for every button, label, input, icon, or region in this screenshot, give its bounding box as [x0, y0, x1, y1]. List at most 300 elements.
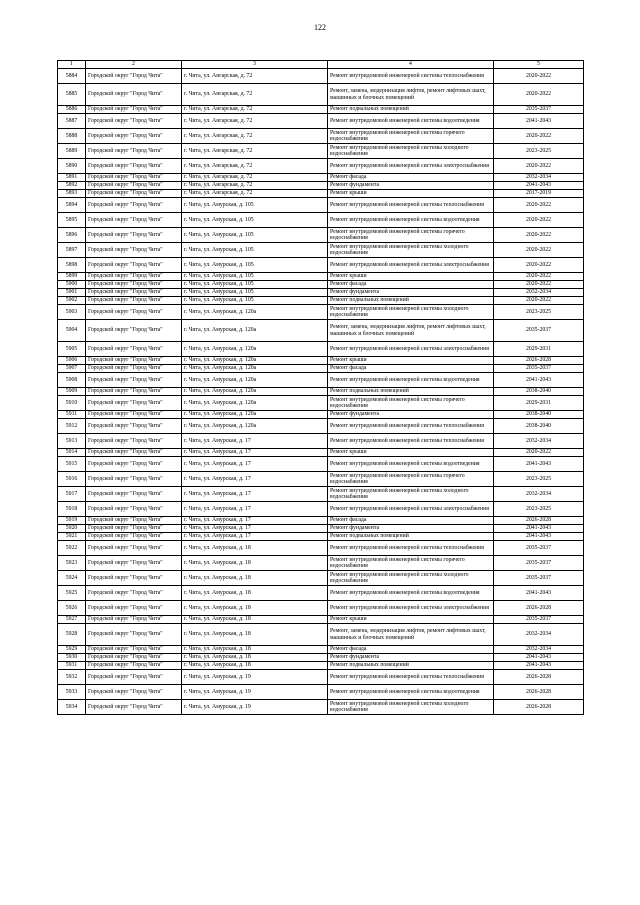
table-row: [58, 258, 584, 273]
work-type-cell: Ремонт подвальных помещений: [328, 662, 494, 670]
address-cell: г. Чита, ул. Амурская, д. 17: [182, 434, 328, 449]
district-cell: Городской округ "Город Чита": [86, 434, 182, 449]
column-header-1: 1: [58, 61, 86, 69]
address-cell: г. Чита, ул. Амурская, д. 120а: [182, 419, 328, 434]
table-row: [58, 273, 584, 281]
address-cell: г. Чита, ул. Амурская, д. 17: [182, 487, 328, 502]
address-cell: г. Чита, ул. Амурская, д. 120а: [182, 396, 328, 411]
row-number-cell: 5933: [58, 685, 86, 700]
address-cell: г. Чита, ул. Амурская, д. 19: [182, 700, 328, 715]
district-cell: Городской округ "Город Чита": [86, 174, 182, 182]
district-cell: Городской округ "Город Чита": [86, 419, 182, 434]
address-cell: г. Чита, ул. Амурская, д. 105: [182, 243, 328, 258]
work-type-cell: Ремонт подвальных помещений: [328, 297, 494, 305]
work-type-cell: Ремонт внутридомовой инженерной системы теплоснабжения: [328, 670, 494, 685]
period-cell: 2020-2022: [494, 449, 584, 457]
period-cell: 2038-2040: [494, 388, 584, 396]
work-type-cell: Ремонт фасада: [328, 365, 494, 373]
row-number-cell: 5902: [58, 297, 86, 305]
column-header-5: 5: [494, 61, 584, 69]
row-number-cell: 5887: [58, 114, 86, 129]
table-row: [58, 174, 584, 182]
table-row: [58, 517, 584, 525]
period-cell: 2032-2034: [494, 174, 584, 182]
period-cell: 2041-2043: [494, 457, 584, 472]
address-cell: г. Чита, ул. Ангарская, д. 72: [182, 106, 328, 114]
table-row: [58, 320, 584, 342]
district-cell: Городской округ "Город Чита": [86, 616, 182, 624]
address-cell: г. Чита, ул. Ангарская, д. 72: [182, 84, 328, 106]
table-row: [58, 685, 584, 700]
district-cell: Городской округ "Город Чита": [86, 305, 182, 320]
repair-schedule-table: [57, 60, 584, 715]
work-type-cell: Ремонт фундамента: [328, 411, 494, 419]
period-cell: 2023-2025: [494, 305, 584, 320]
address-cell: г. Чита, ул. Амурская, д. 17: [182, 533, 328, 541]
period-cell: 2041-2043: [494, 533, 584, 541]
period-cell: 2020-2022: [494, 258, 584, 273]
row-number-cell: 5908: [58, 373, 86, 388]
address-cell: г. Чита, ул. Ангарская, д. 72: [182, 190, 328, 198]
district-cell: Городской округ "Город Чита": [86, 320, 182, 342]
district-cell: Городской округ "Город Чита": [86, 281, 182, 289]
period-cell: 2020-2022: [494, 281, 584, 289]
table-row: [58, 159, 584, 174]
address-cell: г. Чита, ул. Амурская, д. 18: [182, 571, 328, 586]
table-row: [58, 662, 584, 670]
row-number-cell: 5930: [58, 654, 86, 662]
period-cell: 2041-2043: [494, 182, 584, 190]
work-type-cell: Ремонт внутридомовой инженерной системы водоотведения: [328, 114, 494, 129]
district-cell: Городской округ "Город Чита": [86, 646, 182, 654]
period-cell: 2032-2034: [494, 289, 584, 297]
table-row: [58, 487, 584, 502]
table-row: [58, 700, 584, 715]
row-number-cell: 5911: [58, 411, 86, 419]
work-type-cell: Ремонт крыши: [328, 273, 494, 281]
table-row: [58, 388, 584, 396]
table-row: [58, 525, 584, 533]
address-cell: г. Чита, ул. Амурская, д. 18: [182, 616, 328, 624]
work-type-cell: Ремонт внутридомовой инженерной системы холодного водоснабжения: [328, 144, 494, 159]
district-cell: Городской округ "Город Чита": [86, 541, 182, 556]
period-cell: 2026-2028: [494, 670, 584, 685]
district-cell: Городской округ "Город Чита": [86, 654, 182, 662]
work-type-cell: Ремонт внутридомовой инженерной системы теплоснабжения: [328, 69, 494, 84]
row-number-cell: 5900: [58, 281, 86, 289]
row-number-cell: 5891: [58, 174, 86, 182]
period-cell: 2029-2031: [494, 342, 584, 357]
district-cell: Городской округ "Город Чита": [86, 457, 182, 472]
period-cell: 2020-2022: [494, 84, 584, 106]
address-cell: г. Чита, ул. Ангарская, д. 72: [182, 144, 328, 159]
work-type-cell: Ремонт фасада: [328, 281, 494, 289]
table-row: [58, 419, 584, 434]
work-type-cell: Ремонт крыши: [328, 616, 494, 624]
period-cell: 2038-2040: [494, 411, 584, 419]
address-cell: г. Чита, ул. Амурская, д. 18: [182, 541, 328, 556]
row-number-cell: 5890: [58, 159, 86, 174]
table-body: [58, 69, 584, 715]
work-type-cell: Ремонт крыши: [328, 190, 494, 198]
row-number-cell: 5899: [58, 273, 86, 281]
address-cell: г. Чита, ул. Амурская, д. 120а: [182, 342, 328, 357]
district-cell: Городской округ "Город Чита": [86, 517, 182, 525]
period-cell: 2026-2028: [494, 517, 584, 525]
work-type-cell: Ремонт внутридомовой инженерной системы горячего водоснабжения: [328, 472, 494, 487]
period-cell: 2029-2031: [494, 396, 584, 411]
period-cell: 2041-2043: [494, 373, 584, 388]
district-cell: Городской округ "Город Чита": [86, 396, 182, 411]
district-cell: Городской округ "Город Чита": [86, 586, 182, 601]
address-cell: г. Чита, ул. Амурская, д. 18: [182, 601, 328, 616]
period-cell: 2032-2034: [494, 434, 584, 449]
district-cell: Городской округ "Город Чита": [86, 228, 182, 243]
row-number-cell: 5926: [58, 601, 86, 616]
address-cell: г. Чита, ул. Амурская, д. 18: [182, 662, 328, 670]
period-cell: 2026-2028: [494, 685, 584, 700]
row-number-cell: 5920: [58, 525, 86, 533]
table-row: [58, 228, 584, 243]
period-cell: 2020-2022: [494, 273, 584, 281]
table-row: [58, 365, 584, 373]
table-row: [58, 533, 584, 541]
district-cell: Городской округ "Город Чита": [86, 144, 182, 159]
period-cell: 2032-2034: [494, 624, 584, 646]
address-cell: г. Чита, ул. Амурская, д. 18: [182, 624, 328, 646]
work-type-cell: Ремонт, замена, модернизация лифтов, ремонт лифтовых шахт, машинных и блочных помещений: [328, 84, 494, 106]
work-type-cell: Ремонт внутридомовой инженерной системы водоотведения: [328, 685, 494, 700]
table-row: [58, 624, 584, 646]
work-type-cell: Ремонт внутридомовой инженерной системы холодного водоснабжения: [328, 243, 494, 258]
table-row: [58, 182, 584, 190]
table-row: [58, 654, 584, 662]
column-header-3: 3: [182, 61, 328, 69]
district-cell: Городской округ "Город Чита": [86, 624, 182, 646]
district-cell: Городской округ "Город Чита": [86, 411, 182, 419]
address-cell: г. Чита, ул. Амурская, д. 105: [182, 281, 328, 289]
district-cell: Городской округ "Город Чита": [86, 472, 182, 487]
period-cell: 2035-2037: [494, 616, 584, 624]
row-number-cell: 5895: [58, 213, 86, 228]
row-number-cell: 5889: [58, 144, 86, 159]
work-type-cell: Ремонт внутридомовой инженерной системы горячего водоснабжения: [328, 228, 494, 243]
work-type-cell: Ремонт внутридомовой инженерной системы горячего водоснабжения: [328, 556, 494, 571]
period-cell: 2035-2037: [494, 365, 584, 373]
work-type-cell: Ремонт, замена, модернизация лифтов, ремонт лифтовых шахт, машинных и блочных помещений: [328, 624, 494, 646]
period-cell: 2020-2022: [494, 243, 584, 258]
row-number-cell: 5921: [58, 533, 86, 541]
work-type-cell: Ремонт фасада: [328, 174, 494, 182]
period-cell: 2023-2025: [494, 472, 584, 487]
period-cell: 2023-2025: [494, 144, 584, 159]
work-type-cell: Ремонт фасада: [328, 517, 494, 525]
row-number-cell: 5923: [58, 556, 86, 571]
district-cell: Городской округ "Город Чита": [86, 114, 182, 129]
district-cell: Городской округ "Город Чита": [86, 258, 182, 273]
row-number-cell: 5906: [58, 357, 86, 365]
work-type-cell: Ремонт фундамента: [328, 182, 494, 190]
work-type-cell: Ремонт внутридомовой инженерной системы электроснабжения: [328, 258, 494, 273]
district-cell: Городской округ "Город Чита": [86, 388, 182, 396]
district-cell: Городской округ "Город Чита": [86, 685, 182, 700]
period-cell: 2032-2034: [494, 487, 584, 502]
address-cell: г. Чита, ул. Амурская, д. 120а: [182, 411, 328, 419]
district-cell: Городской округ "Город Чита": [86, 601, 182, 616]
address-cell: г. Чита, ул. Амурская, д. 19: [182, 670, 328, 685]
district-cell: Городской округ "Город Чита": [86, 273, 182, 281]
table-row: [58, 373, 584, 388]
table-row: [58, 84, 584, 106]
row-number-cell: 5909: [58, 388, 86, 396]
period-cell: 2035-2037: [494, 320, 584, 342]
period-cell: 2026-2028: [494, 601, 584, 616]
row-number-cell: 5919: [58, 517, 86, 525]
row-number-cell: 5918: [58, 502, 86, 517]
table-row: [58, 601, 584, 616]
period-cell: 2035-2037: [494, 541, 584, 556]
row-number-cell: 5914: [58, 449, 86, 457]
table-row: [58, 144, 584, 159]
address-cell: г. Чита, ул. Амурская, д. 18: [182, 556, 328, 571]
row-number-cell: 5925: [58, 586, 86, 601]
work-type-cell: Ремонт внутридомовой инженерной системы холодного водоснабжения: [328, 571, 494, 586]
district-cell: Городской округ "Город Чита": [86, 243, 182, 258]
work-type-cell: Ремонт крыши: [328, 449, 494, 457]
address-cell: г. Чита, ул. Амурская, д. 120а: [182, 320, 328, 342]
work-type-cell: Ремонт фундамента: [328, 654, 494, 662]
table-header: [58, 61, 584, 69]
row-number-cell: 5884: [58, 69, 86, 84]
district-cell: Городской округ "Город Чита": [86, 556, 182, 571]
period-cell: 2035-2037: [494, 556, 584, 571]
address-cell: г. Чита, ул. Амурская, д. 120а: [182, 388, 328, 396]
district-cell: Городской округ "Город Чита": [86, 106, 182, 114]
address-cell: г. Чита, ул. Амурская, д. 17: [182, 472, 328, 487]
table-row: [58, 106, 584, 114]
table-row: [58, 357, 584, 365]
address-cell: г. Чита, ул. Амурская, д. 105: [182, 289, 328, 297]
address-cell: г. Чита, ул. Амурская, д. 105: [182, 258, 328, 273]
address-cell: г. Чита, ул. Амурская, д. 120а: [182, 365, 328, 373]
district-cell: Городской округ "Город Чита": [86, 365, 182, 373]
row-number-cell: 5893: [58, 190, 86, 198]
address-cell: г. Чита, ул. Амурская, д. 105: [182, 213, 328, 228]
district-cell: Городской округ "Город Чита": [86, 198, 182, 213]
period-cell: 2023-2025: [494, 502, 584, 517]
period-cell: 2038-2040: [494, 419, 584, 434]
address-cell: г. Чита, ул. Амурская, д. 17: [182, 517, 328, 525]
table-row: [58, 305, 584, 320]
address-cell: г. Чита, ул. Ангарская, д. 72: [182, 69, 328, 84]
address-cell: г. Чита, ул. Амурская, д. 17: [182, 502, 328, 517]
work-type-cell: Ремонт внутридомовой инженерной системы холодного водоснабжения: [328, 700, 494, 715]
table-row: [58, 69, 584, 84]
district-cell: Городской округ "Город Чита": [86, 213, 182, 228]
address-cell: г. Чита, ул. Амурская, д. 18: [182, 654, 328, 662]
period-cell: 2035-2037: [494, 106, 584, 114]
address-cell: г. Чита, ул. Амурская, д. 105: [182, 228, 328, 243]
address-cell: г. Чита, ул. Амурская, д. 120а: [182, 373, 328, 388]
table-row: [58, 586, 584, 601]
table-row: [58, 243, 584, 258]
row-number-cell: 5915: [58, 457, 86, 472]
address-cell: г. Чита, ул. Амурская, д. 17: [182, 457, 328, 472]
table-row: [58, 434, 584, 449]
row-number-cell: 5904: [58, 320, 86, 342]
district-cell: Городской округ "Город Чита": [86, 533, 182, 541]
district-cell: Городской округ "Город Чита": [86, 700, 182, 715]
table-row: [58, 571, 584, 586]
row-number-cell: 5903: [58, 305, 86, 320]
district-cell: Городской округ "Город Чита": [86, 190, 182, 198]
address-cell: г. Чита, ул. Амурская, д. 19: [182, 685, 328, 700]
work-type-cell: Ремонт, замена, модернизация лифтов, ремонт лифтовых шахт, машинных и блочных помещений: [328, 320, 494, 342]
row-number-cell: 5896: [58, 228, 86, 243]
work-type-cell: Ремонт внутридомовой инженерной системы водоотведения: [328, 373, 494, 388]
row-number-cell: 5892: [58, 182, 86, 190]
period-cell: 2041-2043: [494, 662, 584, 670]
table-row: [58, 198, 584, 213]
district-cell: Городской округ "Город Чита": [86, 129, 182, 144]
address-cell: г. Чита, ул. Ангарская, д. 72: [182, 159, 328, 174]
district-cell: Городской округ "Город Чита": [86, 159, 182, 174]
address-cell: г. Чита, ул. Амурская, д. 105: [182, 198, 328, 213]
period-cell: 2041-2043: [494, 654, 584, 662]
table-row: [58, 114, 584, 129]
address-cell: г. Чита, ул. Ангарская, д. 72: [182, 114, 328, 129]
row-number-cell: 5897: [58, 243, 86, 258]
row-number-cell: 5929: [58, 646, 86, 654]
row-number-cell: 5888: [58, 129, 86, 144]
address-cell: г. Чита, ул. Амурская, д. 120а: [182, 357, 328, 365]
address-cell: г. Чита, ул. Ангарская, д. 72: [182, 174, 328, 182]
row-number-cell: 5924: [58, 571, 86, 586]
column-header-2: 2: [86, 61, 182, 69]
district-cell: Городской округ "Город Чита": [86, 373, 182, 388]
table-row: [58, 411, 584, 419]
table-row: [58, 646, 584, 654]
table-row: [58, 342, 584, 357]
district-cell: Городской округ "Город Чита": [86, 525, 182, 533]
district-cell: Городской округ "Город Чита": [86, 342, 182, 357]
period-cell: 2041-2043: [494, 114, 584, 129]
period-cell: 2020-2022: [494, 228, 584, 243]
column-header-4: 4: [328, 61, 494, 69]
district-cell: Городской округ "Город Чита": [86, 502, 182, 517]
work-type-cell: Ремонт внутридомовой инженерной системы водоотведения: [328, 213, 494, 228]
table-row: [58, 129, 584, 144]
work-type-cell: Ремонт внутридомовой инженерной системы горячего водоснабжения: [328, 396, 494, 411]
row-number-cell: 5910: [58, 396, 86, 411]
period-cell: 2020-2022: [494, 213, 584, 228]
period-cell: 2032-2034: [494, 646, 584, 654]
address-cell: г. Чита, ул. Амурская, д. 18: [182, 586, 328, 601]
row-number-cell: 5913: [58, 434, 86, 449]
district-cell: Городской округ "Город Чита": [86, 297, 182, 305]
address-cell: г. Чита, ул. Амурская, д. 18: [182, 646, 328, 654]
district-cell: Городской округ "Город Чита": [86, 487, 182, 502]
row-number-cell: 5922: [58, 541, 86, 556]
period-cell: 2041-2043: [494, 586, 584, 601]
work-type-cell: Ремонт внутридомовой инженерной системы горячего водоснабжения: [328, 129, 494, 144]
work-type-cell: Ремонт внутридомовой инженерной системы водоотведения: [328, 586, 494, 601]
district-cell: Городской округ "Город Чита": [86, 182, 182, 190]
table-row: [58, 670, 584, 685]
work-type-cell: Ремонт внутридомовой инженерной системы теплоснабжения: [328, 541, 494, 556]
address-cell: г. Чита, ул. Амурская, д. 120а: [182, 305, 328, 320]
table-row: [58, 289, 584, 297]
work-type-cell: Ремонт внутридомовой инженерной системы электроснабжения: [328, 601, 494, 616]
row-number-cell: 5898: [58, 258, 86, 273]
row-number-cell: 5886: [58, 106, 86, 114]
table-row: [58, 556, 584, 571]
row-number-cell: 5931: [58, 662, 86, 670]
period-cell: 2026-2028: [494, 357, 584, 365]
period-cell: 2017-2019: [494, 190, 584, 198]
row-number-cell: 5907: [58, 365, 86, 373]
district-cell: Городской округ "Город Чита": [86, 670, 182, 685]
address-cell: г. Чита, ул. Амурская, д. 17: [182, 525, 328, 533]
work-type-cell: Ремонт фундамента: [328, 525, 494, 533]
period-cell: 2020-2022: [494, 198, 584, 213]
work-type-cell: Ремонт фасада: [328, 646, 494, 654]
period-cell: 2041-2043: [494, 525, 584, 533]
row-number-cell: 5901: [58, 289, 86, 297]
table-row: [58, 502, 584, 517]
row-number-cell: 5894: [58, 198, 86, 213]
district-cell: Городской округ "Город Чита": [86, 571, 182, 586]
work-type-cell: Ремонт фундамента: [328, 289, 494, 297]
period-cell: 2020-2022: [494, 297, 584, 305]
period-cell: 2020-2022: [494, 129, 584, 144]
district-cell: Городской округ "Город Чита": [86, 84, 182, 106]
row-number-cell: 5917: [58, 487, 86, 502]
period-cell: 2035-2037: [494, 571, 584, 586]
work-type-cell: Ремонт подвальных помещений: [328, 106, 494, 114]
district-cell: Городской округ "Город Чита": [86, 289, 182, 297]
table-row: [58, 472, 584, 487]
period-cell: 2020-2022: [494, 159, 584, 174]
district-cell: Городской округ "Город Чита": [86, 662, 182, 670]
row-number-cell: 5885: [58, 84, 86, 106]
table-row: [58, 457, 584, 472]
work-type-cell: Ремонт внутридомовой инженерной системы теплоснабжения: [328, 434, 494, 449]
work-type-cell: Ремонт подвальных помещений: [328, 388, 494, 396]
period-cell: 2020-2022: [494, 69, 584, 84]
table-row: [58, 396, 584, 411]
address-cell: г. Чита, ул. Ангарская, д. 72: [182, 182, 328, 190]
table-row: [58, 541, 584, 556]
work-type-cell: Ремонт внутридомовой инженерной системы холодного водоснабжения: [328, 487, 494, 502]
work-type-cell: Ремонт внутридомовой инженерной системы холодного водоснабжения: [328, 305, 494, 320]
address-cell: г. Чита, ул. Амурская, д. 17: [182, 449, 328, 457]
table-row: [58, 297, 584, 305]
row-number-cell: 5927: [58, 616, 86, 624]
row-number-cell: 5916: [58, 472, 86, 487]
period-cell: 2026-2028: [494, 700, 584, 715]
row-number-cell: 5928: [58, 624, 86, 646]
address-cell: г. Чита, ул. Амурская, д. 105: [182, 297, 328, 305]
work-type-cell: Ремонт внутридомовой инженерной системы электроснабжения: [328, 159, 494, 174]
row-number-cell: 5912: [58, 419, 86, 434]
table-row: [58, 190, 584, 198]
address-cell: г. Чита, ул. Амурская, д. 105: [182, 273, 328, 281]
table-row: [58, 213, 584, 228]
work-type-cell: Ремонт внутридомовой инженерной системы электроснабжения: [328, 342, 494, 357]
table-row: [58, 281, 584, 289]
work-type-cell: Ремонт внутридомовой инженерной системы водоотведения: [328, 457, 494, 472]
